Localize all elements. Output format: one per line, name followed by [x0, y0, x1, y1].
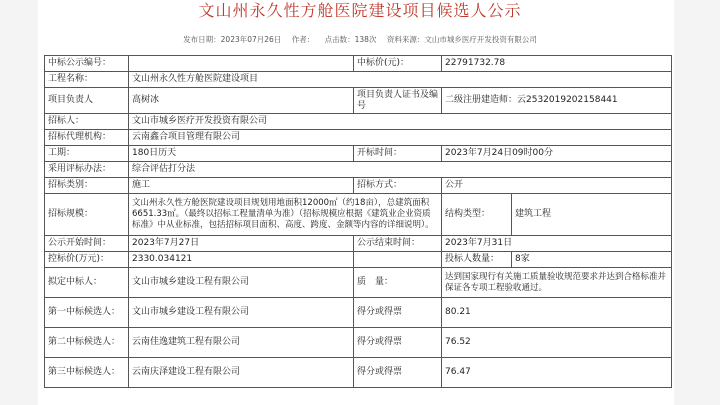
table-row	[45, 162, 672, 178]
bidder-count-value: 8家	[512, 252, 672, 268]
eval-method-label: 采用评标办法：	[45, 162, 129, 178]
table-row	[45, 194, 672, 236]
cand1-score-label: 得分或得票	[354, 298, 442, 328]
cand1-value: 文山市城乡建设工程有限公司	[129, 298, 354, 328]
bid-price-value: 22791732.78	[442, 56, 672, 72]
cand2-label: 第二中标候选人：	[45, 328, 129, 358]
control-price-spacer	[354, 252, 442, 268]
tenderer-value: 文山市城乡医疗开发投资有限公司	[129, 114, 672, 130]
quality-label: 质 量：	[354, 268, 442, 298]
scale-label: 招标规模：	[45, 194, 129, 236]
bidder-count-label: 投标人数量：	[442, 252, 512, 268]
publish-date: 发布日期：2023年07月26日	[183, 35, 282, 44]
table-row	[45, 328, 672, 358]
open-time-value: 2023年7月24日09时00分	[442, 146, 672, 162]
open-time-label: 开标时间：	[354, 146, 442, 162]
cand2-score-label: 得分或得票	[354, 328, 442, 358]
bid-price-label: 中标价(元)：	[354, 56, 442, 72]
cand3-score: 76.47	[442, 358, 672, 388]
cand1-label: 第一中标候选人：	[45, 298, 129, 328]
control-price-value: 2330.034121	[129, 252, 354, 268]
table-row	[45, 130, 672, 146]
author: 作者：	[291, 35, 315, 44]
agent-value: 云南鑫合项目管理有限公司	[129, 130, 672, 146]
control-price-label: 控标价(万元)：	[45, 252, 129, 268]
structure-label: 结构类型：	[442, 194, 512, 236]
duration-value: 180日历天	[129, 146, 354, 162]
table-row	[45, 114, 672, 130]
bid-notice-table	[44, 55, 672, 388]
agent-label: 招标代理机构：	[45, 130, 129, 146]
tenderer-label: 招标人：	[45, 114, 129, 130]
notice-no-value	[129, 56, 354, 72]
cand3-score-label: 得分或得票	[354, 358, 442, 388]
bid-type-value: 施工	[129, 178, 354, 194]
cand2-value: 云南佳逸建筑工程有限公司	[129, 328, 354, 358]
table-row	[45, 358, 672, 388]
bid-mode-label: 招标方式：	[354, 178, 442, 194]
structure-value: 建筑工程	[512, 194, 672, 236]
table-row	[45, 298, 672, 328]
notice-start-value: 2023年7月27日	[129, 236, 354, 252]
notice-end-value: 2023年7月31日	[442, 236, 672, 252]
pm-label: 项目负责人	[45, 88, 129, 114]
winner-value: 文山市城乡建设工程有限公司	[129, 268, 354, 298]
project-name-label: 工程名称：	[45, 72, 129, 88]
notice-start-label: 公示开始时间：	[45, 236, 129, 252]
table-row	[45, 178, 672, 194]
pm-cert-value: 二级注册建造师：云2532019202158441	[442, 88, 672, 114]
page-title: 文山州永久性方舱医院建设项目候选人公示	[198, 1, 522, 20]
cand2-score: 76.52	[442, 328, 672, 358]
quality-value: 达到国家现行有关施工质量验收规范要求并达到合格标准并保证各专项工程验收通过。	[442, 268, 672, 298]
table-row	[45, 88, 672, 114]
project-name-value: 文山州永久性方舱医院建设项目	[129, 72, 672, 88]
cand3-value: 云南庆泽建设工程有限公司	[129, 358, 354, 388]
notice-end-label: 公示结束时间：	[354, 236, 442, 252]
bid-mode-value: 公开	[442, 178, 672, 194]
table-row	[45, 252, 672, 268]
table-row	[45, 56, 672, 72]
table-row	[45, 268, 672, 298]
cand3-label: 第三中标候选人：	[45, 358, 129, 388]
click-count: 点击数：138次	[324, 35, 377, 44]
cand1-score: 80.21	[442, 298, 672, 328]
article-meta	[0, 34, 720, 45]
table-row	[45, 146, 672, 162]
eval-method-value: 综合评估打分法	[129, 162, 672, 178]
source: 资料来源：文山市城乡医疗开发投资有限公司	[386, 35, 537, 44]
notice-no-label: 中标公示编号：	[45, 56, 129, 72]
table-row	[45, 72, 672, 88]
duration-label: 工期：	[45, 146, 129, 162]
winner-label: 拟定中标人：	[45, 268, 129, 298]
bid-type-label: 招标类别：	[45, 178, 129, 194]
table-row	[45, 236, 672, 252]
pm-value: 高树冰	[129, 88, 354, 114]
scale-value: 文山州永久性方舱医院建设项目规划用地面积12000㎡（约18亩），总建筑面积6651.33㎡。（最终以招标工程量清单为准）（招标规模应根据《建筑业企业资质标准》中从业标准，包括招标项目面积、高度、跨度、金额等内容的详细说明）。	[129, 194, 442, 236]
pm-cert-label: 项目负责人证书及编号	[354, 88, 442, 114]
